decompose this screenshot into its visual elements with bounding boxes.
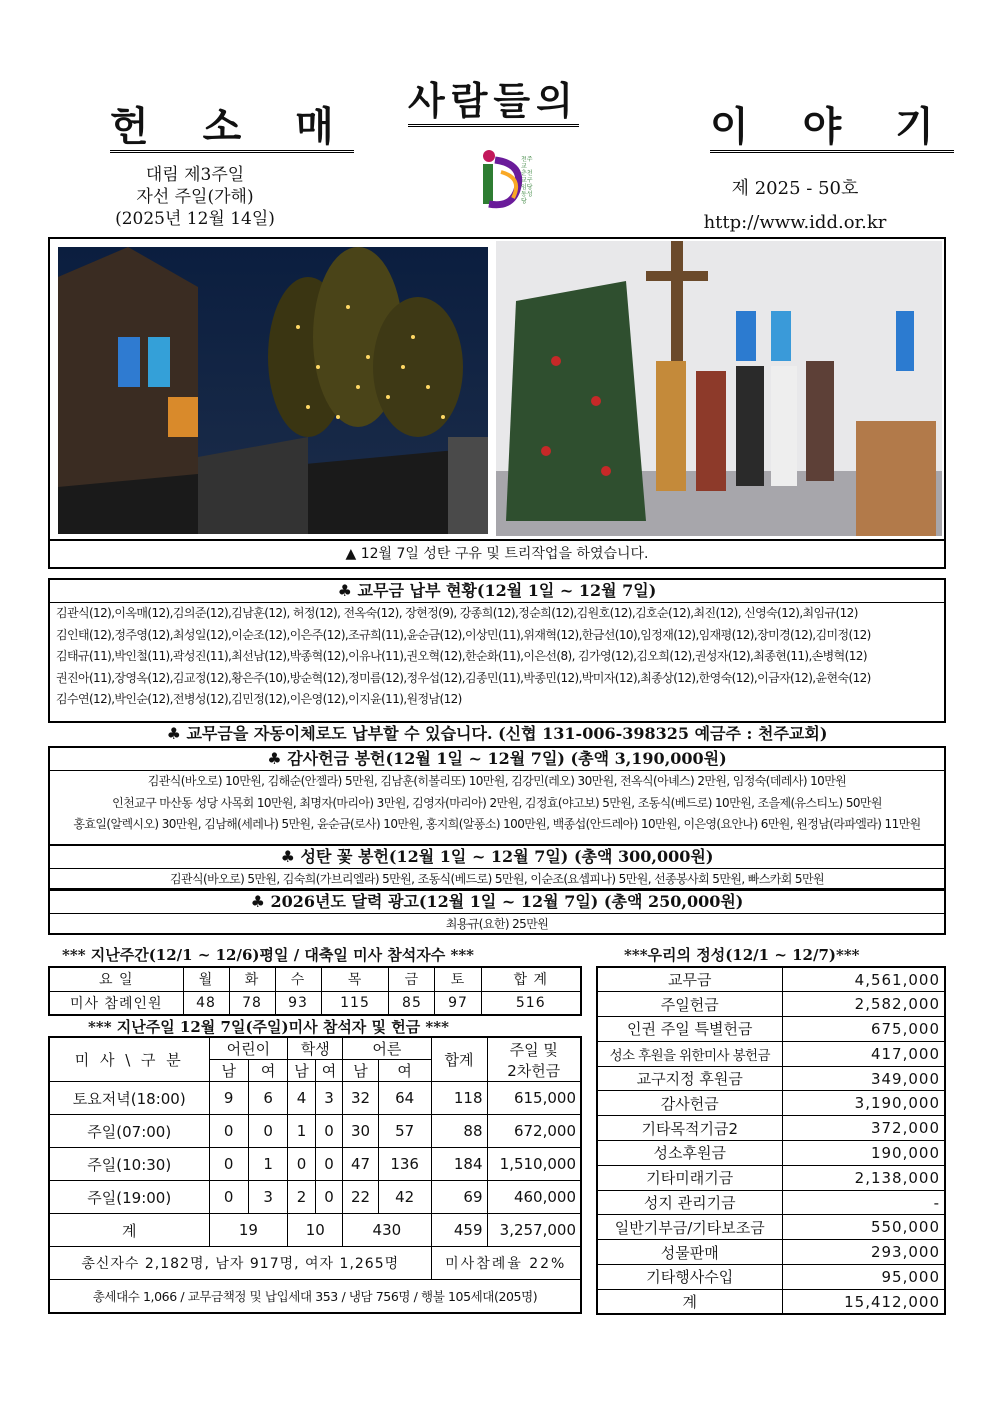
offering-row <box>597 1116 945 1141</box>
count-cell: 0 <box>315 1181 342 1214</box>
liturgy-line-2: 자선 주일(가해) <box>136 187 254 207</box>
dues-section <box>48 578 946 723</box>
offering-value: 4,561,000 <box>782 967 945 992</box>
count-cell: 57 <box>378 1115 431 1148</box>
row-offering: 615,000 <box>487 1082 581 1115</box>
count-cell: 30 <box>343 1115 379 1148</box>
photo-caption: ▲ 12월 7일 성탄 구유 및 트리작업을 하였습니다. <box>50 539 944 567</box>
weekly-value: 78 <box>229 991 275 1015</box>
members-row <box>49 1247 581 1280</box>
offering-label: 기타목적기금2 <box>597 1116 782 1141</box>
offering-label: 기타미래기금 <box>597 1165 782 1190</box>
offering-label: 성소후원금 <box>597 1141 782 1166</box>
offering-label: 성물판매 <box>597 1240 782 1265</box>
weekly-value: 85 <box>389 991 435 1015</box>
offering-row <box>597 1091 945 1116</box>
offering-label: 교무금 <box>597 967 782 992</box>
count-cell: 64 <box>378 1082 431 1115</box>
sum-adults: 430 <box>343 1214 431 1247</box>
weekly-attendance-table <box>48 966 582 1016</box>
weekly-header: 수 <box>275 967 321 991</box>
weekly-value: 97 <box>435 991 481 1015</box>
offering-label: 일반기부금/기타보조금 <box>597 1215 782 1240</box>
count-cell: 3 <box>315 1082 342 1115</box>
offering-header <box>487 1037 581 1082</box>
weekly-header: 월 <box>183 967 229 991</box>
count-cell: 0 <box>248 1115 287 1148</box>
row-offering: 672,000 <box>487 1115 581 1148</box>
weekly-header: 토 <box>435 967 481 991</box>
church-interior-photo <box>496 241 942 536</box>
offering-value: 3,190,000 <box>782 1091 945 1116</box>
sum-label: 계 <box>49 1214 209 1247</box>
count-cell: 1 <box>248 1148 287 1181</box>
sum-offering: 3,257,000 <box>487 1214 581 1247</box>
offering-label: 교구지정 후원금 <box>597 1066 782 1091</box>
dues-line: 김관식(12),이옥매(12),김의준(12),김남훈(12), 허정(12), 전옥숙(12), 장현정(9), 강종희(12),정순희(12),김원호(12),김호순(12),최진(12), 신영숙(12),최임규(12) <box>56 606 858 620</box>
weekly-header: 요 일 <box>49 967 183 991</box>
weekly-header: 합 계 <box>481 967 581 991</box>
calendar-title: ♣ 2026년도 달력 광고(12월 1일 ~ 12월 7일) (총액 250,000원) <box>50 891 944 914</box>
offering-row <box>597 1190 945 1215</box>
offering-row <box>597 1141 945 1166</box>
title-left: 헌 소 매 <box>110 104 354 153</box>
offering-total-row <box>597 1289 945 1314</box>
flowers-title: ♣ 성탄 꽃 봉헌(12월 1일 ~ 12월 7일) (총액 300,000원) <box>50 846 944 869</box>
sex-header: 여 <box>248 1060 287 1082</box>
offering-value: 2,138,000 <box>782 1165 945 1190</box>
offering-value: 675,000 <box>782 1017 945 1042</box>
offering-total-value: 15,412,000 <box>782 1289 945 1314</box>
sunday-row <box>49 1115 581 1148</box>
count-cell: 4 <box>288 1082 315 1115</box>
photo-panel <box>48 237 946 569</box>
count-cell: 6 <box>248 1082 287 1115</box>
sunday-corner: 미 사 \ 구 분 <box>49 1037 209 1082</box>
offering-label: 성지 관리기금 <box>597 1190 782 1215</box>
row-total: 69 <box>431 1181 487 1214</box>
mass-label: 주일(10:30) <box>49 1148 209 1181</box>
count-cell: 42 <box>378 1181 431 1214</box>
offerings-title: ***우리의 정성(12/1 ~ 12/7)*** <box>624 946 860 964</box>
offering-label: 기타행사수입 <box>597 1265 782 1290</box>
mass-label: 토요저녁(18:00) <box>49 1082 209 1115</box>
sunday-row <box>49 1082 581 1115</box>
sex-header: 여 <box>378 1060 431 1082</box>
dues-line: 김수연(12),박인순(12),전병성(12),김민정(12),이은영(12),이지윤(11),원정남(12) <box>56 692 462 706</box>
weekly-value: 115 <box>321 991 389 1015</box>
mass-label: 주일(07:00) <box>49 1115 209 1148</box>
count-cell: 2 <box>288 1181 315 1214</box>
thanks-title: ♣ 감사헌금 봉헌(12월 1일 ~ 12월 7일) (총액 3,190,000원) <box>50 748 944 771</box>
logo-caption: 천주교 춘천교구 임당동성당 <box>521 156 533 205</box>
sex-header: 남 <box>288 1060 315 1082</box>
offering-row <box>597 967 945 992</box>
count-cell: 9 <box>209 1082 248 1115</box>
sunday-sum-row <box>49 1214 581 1247</box>
count-cell: 0 <box>315 1115 342 1148</box>
offering-row <box>597 1017 945 1042</box>
thanks-offering-section <box>48 746 946 846</box>
flowers-line: 김관식(바오로) 5만원, 김숙희(가브리엘라) 5만원, 조동식(베드로) 5만원, 이순조(요셉피나) 5만원, 선종봉사회 5만원, 빠스카회 5만원 <box>170 872 824 886</box>
offering-value: 190,000 <box>782 1141 945 1166</box>
count-cell: 0 <box>209 1181 248 1214</box>
sum-children: 19 <box>209 1214 288 1247</box>
autopay-notice: ♣ 교무금을 자동이체로도 납부할 수 있습니다. (신협 131-006-398325 예금주 : 천주교회) <box>166 724 828 743</box>
row-total: 118 <box>431 1082 487 1115</box>
dues-list <box>50 603 944 711</box>
issue-info <box>680 172 910 240</box>
households-summary: 총세대수 1,066 / 교무금책정 및 납입세대 353 / 냉담 756명 / 행불 105세대(205명) <box>49 1280 581 1313</box>
thanks-line: 김관식(바오로) 10만원, 김해순(안젤라) 5만원, 김남훈(히볼리또) 10만원, 김강민(레오) 30만원, 전옥식(아녜스) 2만원, 임정숙(데레사) 10만원 <box>147 774 847 788</box>
count-cell: 32 <box>343 1082 379 1115</box>
offering-row <box>597 1066 945 1091</box>
sum-students: 10 <box>288 1214 343 1247</box>
sunday-attendance-table <box>48 1036 582 1314</box>
offering-row <box>597 1240 945 1265</box>
offering-value: 372,000 <box>782 1116 945 1141</box>
count-cell: 22 <box>343 1181 379 1214</box>
weekly-header: 목 <box>321 967 389 991</box>
offering-header-line: 2차헌금 <box>507 1061 561 1080</box>
sex-header: 여 <box>315 1060 342 1082</box>
offering-label: 인권 주일 특별헌금 <box>597 1017 782 1042</box>
row-total: 184 <box>431 1148 487 1181</box>
offering-row <box>597 1041 945 1066</box>
offering-row <box>597 992 945 1017</box>
offering-header-line: 주일 및 <box>509 1040 558 1059</box>
members-summary: 총신자수 2,182명, 남자 917명, 여자 1,265명 <box>49 1247 431 1280</box>
sunday-row <box>49 1181 581 1214</box>
row-total: 88 <box>431 1115 487 1148</box>
liturgy-info <box>95 164 295 230</box>
weekly-value: 93 <box>275 991 321 1015</box>
offering-label: 주일헌금 <box>597 992 782 1017</box>
offerings-table <box>596 966 946 1315</box>
dues-title: ♣ 교무금 납부 현황(12월 1일 ~ 12월 7일) <box>50 580 944 603</box>
households-row <box>49 1280 581 1313</box>
calendar-ad-section <box>48 889 946 935</box>
weekly-header-row <box>49 967 581 991</box>
attendance-rate: 미사참례율 22% <box>431 1247 581 1280</box>
total-header: 합계 <box>431 1037 487 1082</box>
parish-logo <box>455 146 545 236</box>
thanks-line: 인천교구 마산동 성당 사목회 10만원, 최명자(마리아) 3만원, 김영자(마리아) 2만원, 김정효(야고보) 5만원, 조동식(베드로) 10만원, 조을제(유스티노) 50만원 <box>112 795 882 810</box>
count-cell: 0 <box>209 1148 248 1181</box>
offering-value: 293,000 <box>782 1240 945 1265</box>
dues-line: 권진아(11),장영옥(12),김교정(12),황은주(10),방순혁(12),정미름(12),정우섭(12),김종민(11),박종민(12),박미자(12),최종상(12),한영숙(12),이금자(12),윤현숙(12) <box>56 670 871 685</box>
count-cell: 1 <box>288 1115 315 1148</box>
offering-row <box>597 1215 945 1240</box>
offering-row <box>597 1165 945 1190</box>
weekly-header: 화 <box>229 967 275 991</box>
offering-value: - <box>782 1190 945 1215</box>
weekly-attendance-title: *** 지난주간(12/1 ~ 12/6)평일 / 대축일 미사 참석자수 *** <box>62 946 475 964</box>
sex-header: 남 <box>209 1060 248 1082</box>
count-cell: 0 <box>288 1148 315 1181</box>
weekly-value: 516 <box>481 991 581 1015</box>
offering-row <box>597 1265 945 1290</box>
offering-value: 417,000 <box>782 1041 945 1066</box>
thanks-list <box>50 771 944 836</box>
weekly-value: 48 <box>183 991 229 1015</box>
title-center: 사람들의 <box>408 78 579 127</box>
sunday-group-row <box>49 1037 581 1060</box>
offering-label: 성소 후원을 위한미사 봉헌금 <box>597 1041 782 1066</box>
count-cell: 3 <box>248 1181 287 1214</box>
row-offering: 460,000 <box>487 1181 581 1214</box>
count-cell: 47 <box>343 1148 379 1181</box>
group-students: 학생 <box>288 1037 343 1060</box>
mass-label: 주일(19:00) <box>49 1181 209 1214</box>
weekly-header: 금 <box>389 967 435 991</box>
bulletin-date: (2025년 12월 14일) <box>115 209 275 229</box>
calendar-line: 최용규(요한) 25만원 <box>445 917 549 931</box>
count-cell: 136 <box>378 1148 431 1181</box>
sunday-attendance-title: *** 지난주일 12월 7일(주일)미사 참석자 및 헌금 *** <box>88 1018 449 1036</box>
offering-label: 감사헌금 <box>597 1091 782 1116</box>
group-adults: 어른 <box>343 1037 431 1060</box>
weekly-row-label: 미사 참례인원 <box>49 991 183 1015</box>
church-night-photo <box>58 247 488 534</box>
offering-value: 550,000 <box>782 1215 945 1240</box>
offering-value: 349,000 <box>782 1066 945 1091</box>
title-right: 이 야 기 <box>710 104 954 153</box>
issue-number: 제 2025 - 50호 <box>731 178 859 199</box>
count-cell: 0 <box>209 1115 248 1148</box>
weekly-value-row <box>49 991 581 1015</box>
thanks-line: 홍효일(알렉시오) 30만원, 김남해(세레나) 5만원, 윤순금(로사) 10만원, 홍지희(알퐁소) 100만원, 백종섭(안드레아) 10만원, 이은영(요안나) 6만원, 원정남(라파엘라) 11만원 <box>73 817 921 831</box>
sex-header: 남 <box>343 1060 379 1082</box>
website-url: http://www.idd.or.kr <box>703 212 887 233</box>
dues-line: 김인태(12),정주영(12),최성일(12),이순조(12),이은주(12),조규희(11),윤순금(12),이상민(11),위재혁(12),한금선(10),임정재(12),임재평(12),장미경(12),김미정(12) <box>56 627 871 642</box>
group-children: 어린이 <box>209 1037 288 1060</box>
dues-line: 김태규(11),박인철(11),곽성진(11),최선남(12),박종혁(12),이유나(11),권오혁(12),한순화(11),이은선(8), 김가영(12),김오희(12),권성자(12),최종현(11),손병혁(12) <box>56 649 867 663</box>
offering-value: 95,000 <box>782 1265 945 1290</box>
offering-value: 2,582,000 <box>782 992 945 1017</box>
sunday-row <box>49 1148 581 1181</box>
row-offering: 1,510,000 <box>487 1148 581 1181</box>
offering-total-label: 계 <box>597 1289 782 1314</box>
liturgy-line-1: 대림 제3주일 <box>145 165 245 185</box>
count-cell: 0 <box>315 1148 342 1181</box>
sum-total: 459 <box>431 1214 487 1247</box>
flower-offering-section <box>48 844 946 890</box>
